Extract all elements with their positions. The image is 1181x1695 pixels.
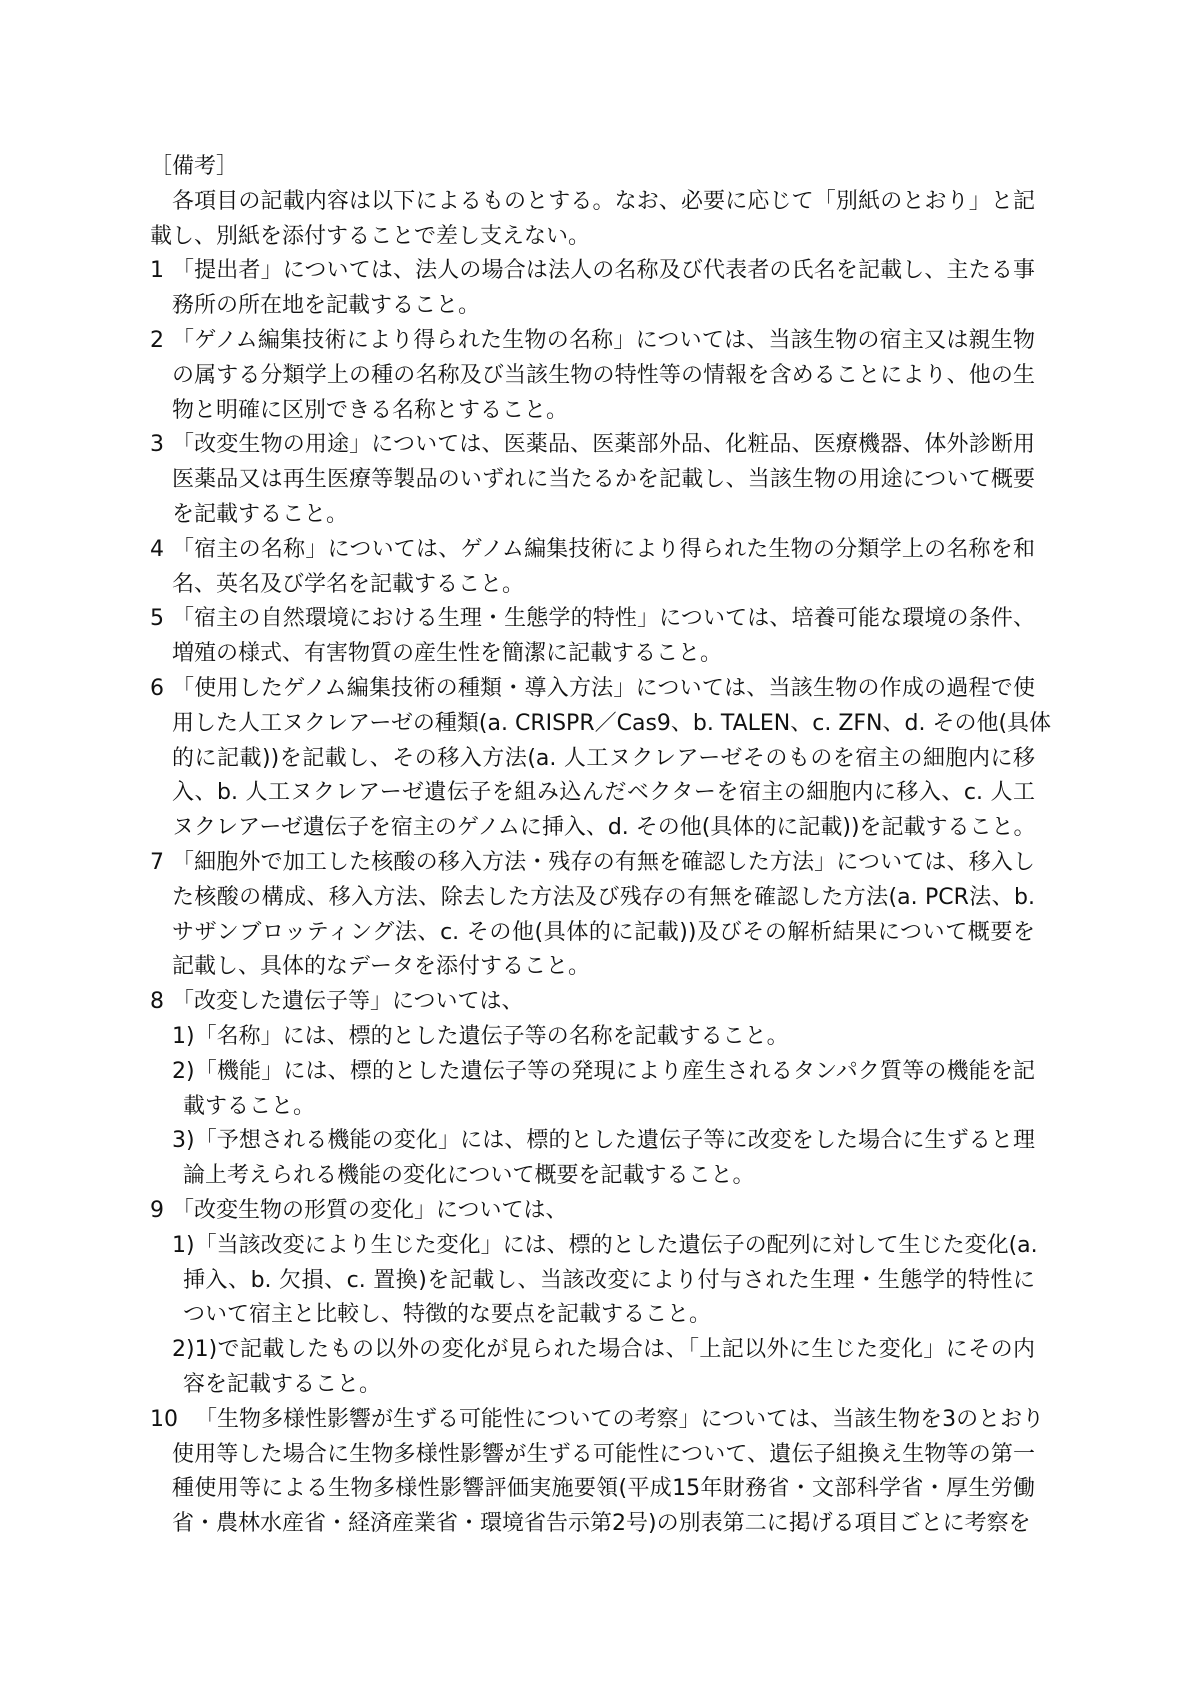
item-text-line: を記載すること。 <box>172 502 349 527</box>
item-text-line: 記載し、具体的なデータを添付すること。 <box>172 954 591 980</box>
item-number: 2 <box>150 328 164 353</box>
item-text-line: 「ゲノム編集技術により得られた生物の名称」については、当該生物の宿主又は親生物 <box>172 328 1035 353</box>
item-number: 7 <box>150 850 164 875</box>
item-text-line: 「宿主の自然環境における生理・生態学的特性」については、培養可能な環境の条件、 <box>172 606 1035 632</box>
item-text-line: 「提出者」については、法人の場合は法人の名称及び代表者の氏名を記載し、主たる事 <box>172 258 1035 284</box>
item-text-line: 「改変生物の用途」については、医薬品、医薬部外品、化粧品、医療機器、体外診断用 <box>172 432 1035 458</box>
item-text-line: 使用等した場合に生物多様性影響が生ずる可能性について、遺伝子組換え生物等の第一 <box>172 1441 1035 1467</box>
subitem-text-line: 挿入、b. 欠損、c. 置換)を記載し、当該改変により付与された生理・生態学的特性に <box>183 1267 1035 1293</box>
item-number: 9 <box>150 1198 164 1223</box>
item-number: 3 <box>150 432 164 458</box>
subitem-text-line: ついて宿主と比較し、特徴的な要点を記載すること。 <box>183 1302 712 1328</box>
item-text-line: 務所の所在地を記載すること。 <box>172 293 481 319</box>
item-text-line: 省・農林水産省・経済産業省・環境省告示第2号)の別表第二に掲げる項目ごとに考察を <box>172 1511 1031 1537</box>
subitem-text-line: 1)「名称」には、標的とした遺伝子等の名称を記載すること。 <box>172 1024 789 1049</box>
item-number: 5 <box>150 606 164 632</box>
subitem-text-line: 容を記載すること。 <box>183 1372 382 1397</box>
intro-line: 載し、別紙を添付することで差し支えない。 <box>150 223 591 249</box>
item-text-line: 増殖の様式、有害物質の産生性を簡潔に記載すること。 <box>172 641 723 667</box>
item-text-line: 「使用したゲノム編集技術の種類・導入方法」については、当該生物の作成の過程で使 <box>172 676 1035 701</box>
item-number: 4 <box>150 536 164 562</box>
item-text-line: 種使用等による生物多様性影響評価実施要領(平成15年財務省・文部科学省・厚生労働 <box>172 1476 1035 1502</box>
subitem-text-line: 3)「予想される機能の変化」には、標的とした遺伝子等に改変をした場合に生ずると理 <box>172 1128 1035 1154</box>
item-text-line: 「生物多様性影響が生ずる可能性についての考察」については、当該生物を3のとおり <box>195 1406 1045 1432</box>
subitem-text-line: 2)「機能」には、標的とした遺伝子等の発現により産生されるタンパク質等の機能を記 <box>172 1058 1035 1084</box>
item-text-line: 入、b. 人工ヌクレアーゼ遺伝子を組み込んだベクターを宿主の細胞内に移入、c. 人工 <box>172 780 1035 806</box>
item-number: 6 <box>150 676 164 701</box>
item-text-line: 物と明確に区別できる名称とすること。 <box>172 397 569 423</box>
item-text-line: 「改変生物の形質の変化」については、 <box>172 1198 568 1223</box>
item-text-line: 医薬品又は再生医療等製品のいずれに当たるかを記載し、当該生物の用途について概要 <box>172 467 1035 493</box>
subitem-text-line: 2)1)で記載したもの以外の変化が見られた場合は、「上記以外に生じた変化」にその内 <box>172 1337 1035 1363</box>
item-text-line: 「宿主の名称」については、ゲノム編集技術により得られた生物の分類学上の名称を和 <box>172 536 1035 562</box>
item-text-line: 用した人工ヌクレアーゼの種類(a. CRISPR／Cas9、b. TALEN、c. ZFN、d. その他(具体 <box>172 710 1052 736</box>
remarks-heading: ［備考］ <box>150 154 239 179</box>
subitem-text-line: 載すること。 <box>183 1093 316 1119</box>
item-text-line: 「改変した遺伝子等」については、 <box>172 989 524 1015</box>
item-text-line: 「細胞外で加工した核酸の移入方法・残存の有無を確認した方法」については、移入し <box>172 850 1035 875</box>
item-number: 1 <box>150 258 164 284</box>
intro-line: 各項目の記載内容は以下によるものとする。なお、必要に応じて「別紙のとおり」と記 <box>172 188 1035 214</box>
item-number: 10 <box>150 1406 178 1432</box>
item-text-line: 名、英名及び学名を記載すること。 <box>172 571 525 597</box>
item-number: 8 <box>150 989 164 1015</box>
item-text-line: ヌクレアーゼ遺伝子を宿主のゲノムに挿入、d. その他(具体的に記載))を記載すること。 <box>172 815 1036 841</box>
item-text-line: 的に記載))を記載し、その移入方法(a. 人工ヌクレアーゼそのものを宿主の細胞内に移 <box>172 745 1035 771</box>
item-text-line: た核酸の構成、移入方法、除去した方法及び残存の有無を確認した方法(a. PCR法、b. <box>172 884 1035 910</box>
subitem-text-line: 論上考えられる機能の変化について概要を記載すること。 <box>183 1163 755 1189</box>
item-text-line: の属する分類学上の種の名称及び当該生物の特性等の情報を含めることにより、他の生 <box>172 362 1035 388</box>
subitem-text-line: 1)「当該改変により生じた変化」には、標的とした遺伝子の配列に対して生じた変化(a. <box>172 1232 1038 1258</box>
item-text-line: サザンブロッティング法、c. その他(具体的に記載))及びその解析結果について概要を <box>172 919 1035 945</box>
